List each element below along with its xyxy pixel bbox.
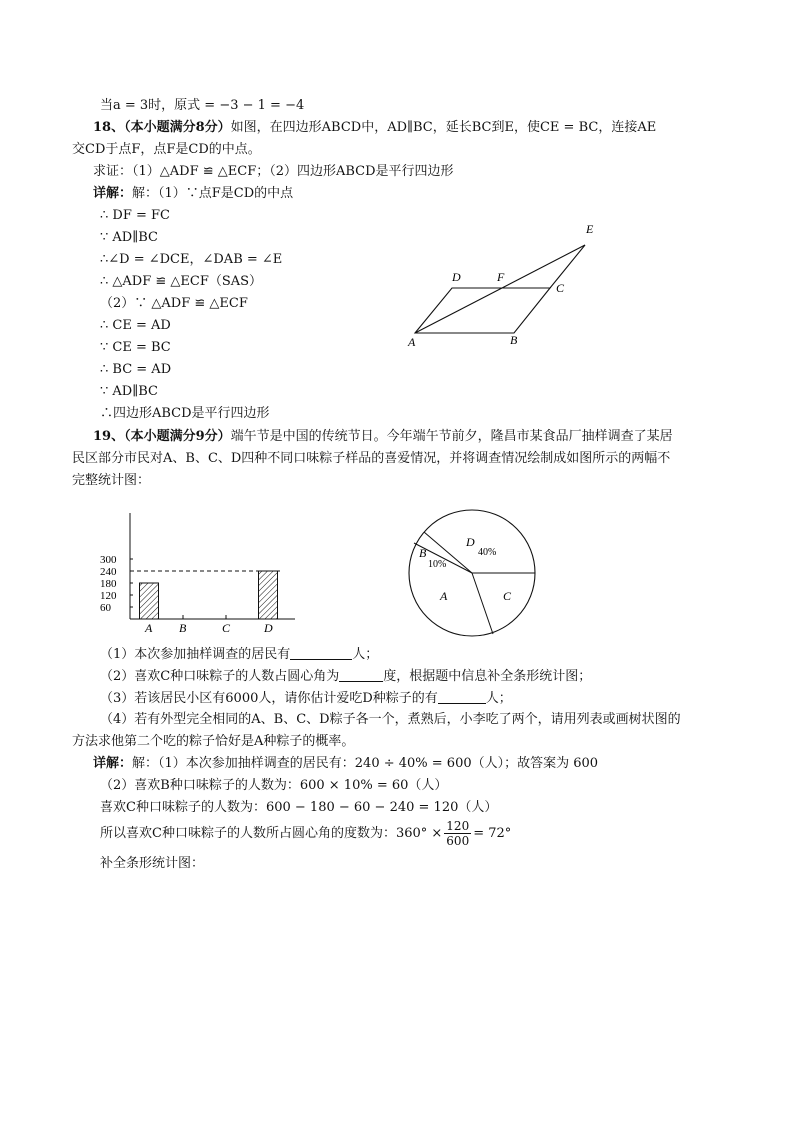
q18-solution-first [93, 185, 293, 203]
q19-part1-text: （1）本次参加抽样调查的居民有 [100, 647, 291, 662]
pie-label-a: A [440, 589, 448, 603]
q19-text: 端午节是中国的传统节日。今年端午节前夕，隆昌市某食品厂抽样调查了某居 [230, 429, 673, 444]
q18-solution-label: 详解： [93, 186, 133, 201]
pie-percent-b: 10% [428, 559, 447, 570]
q18-step-5: （2）∵ △ADF ≌ △ECF [100, 296, 248, 311]
q19-text3: 完整统计图： [72, 473, 151, 488]
bar-a [140, 583, 159, 619]
y-tick-label: 180 [100, 578, 117, 590]
pie-chart [400, 503, 545, 643]
q19-solution-5: 补全条形统计图： [100, 856, 205, 871]
q18-text: 如图，在四边形ABCD中，AD∥BC，延长BC到E，使CE = BC，连接AE [230, 120, 657, 135]
fraction-numerator: 120 [446, 819, 470, 833]
q18-step-3: ∴∠D = ∠DCE，∠DAB = ∠E [100, 252, 283, 267]
x-label-b: B [179, 621, 187, 635]
q19-part2-text: （2）喜欢C种口味粽子的人数占圆心角为 [100, 669, 340, 684]
q18-step-10: ∴四边形ABCD是平行四边形 [100, 406, 270, 421]
q19-heading: 19、（本小题满分9分） [93, 429, 231, 444]
answer-blank-2[interactable] [339, 667, 383, 682]
q18-step-4: ∴ △ADF ≌ △ECF（SAS） [100, 274, 263, 289]
q18-prove: 求证：（1）△ADF ≌ △ECF；（2）四边形ABCD是平行四边形 [93, 164, 454, 179]
x-label-d: D [264, 621, 273, 635]
x-label-a: A [145, 621, 153, 635]
q19-part2 [100, 667, 591, 686]
q19-part3-text: （3）若该居民小区有6000人，请你估计爱吃D种粽子的有 [100, 691, 438, 706]
q19-solution-text: 解：（1）本次参加抽样调查的居民有：240 ÷ 40% = 600（人）；故答案为 600 [132, 756, 599, 771]
point-label-c: C [556, 281, 565, 295]
q19-part4-cont: 方法求他第二个吃的粽子恰好是A种粽子的概率。 [72, 734, 355, 749]
q19-part3-unit: 人； [485, 691, 512, 706]
q18-statement [93, 119, 656, 137]
q18-step-6: ∴ CE = AD [100, 318, 171, 333]
q19-solution-first [93, 755, 598, 773]
q19-part3 [100, 689, 512, 708]
q19-part1-unit: 人； [352, 647, 379, 662]
pie-label-b: B [419, 546, 427, 560]
point-label-d: D [452, 270, 461, 284]
q18-step-1: ∴ DF = FC [100, 208, 170, 223]
fraction [444, 819, 471, 848]
bar-d [259, 571, 278, 619]
y-tick-label: 300 [100, 554, 117, 566]
fraction-denominator: 600 [446, 834, 470, 848]
result-line: 当a = 3时，原式 = −3 − 1 = −4 [100, 98, 305, 113]
pie-percent-d: 40% [478, 547, 497, 558]
y-tick-label: 240 [100, 566, 117, 578]
q19-statement [93, 428, 673, 446]
q18-step-7: ∵ CE = BC [100, 340, 171, 355]
q19-solution-4-text: 所以喜欢C种口味粽子的人数所占圆心角的度数为：360° × [100, 826, 443, 841]
point-label-e: E [586, 222, 594, 236]
q18-step-2: ∵ AD∥BC [100, 230, 158, 245]
answer-blank-1[interactable] [290, 645, 352, 660]
point-label-a: A [408, 335, 416, 349]
q19-solution-2: （2）喜欢B种口味粽子的人数为：600 × 10% = 60（人） [100, 778, 448, 793]
parallelogram-figure [400, 215, 610, 350]
x-label-c: C [222, 621, 231, 635]
y-tick-label: 120 [100, 590, 117, 602]
pie-label-d: D [466, 535, 475, 549]
y-tick-label: 60 [100, 602, 111, 614]
pie-label-c: C [503, 589, 512, 603]
q19-solution-4 [100, 818, 511, 850]
q19-solution-3: 喜欢C种口味粽子的人数为：600 − 180 − 60 − 240 = 120（人） [100, 800, 498, 815]
q19-solution-label: 详解： [93, 756, 133, 771]
point-label-f: F [497, 270, 505, 284]
q19-part1 [100, 645, 378, 664]
q18-heading: 18、（本小题满分8分） [93, 120, 231, 135]
q18-text2: 交CD于点F，点F是CD的中点。 [72, 142, 261, 157]
q18-solution-text: 解：（1）∵点F是CD的中点 [132, 186, 294, 201]
q19-text2: 民区部分市民对A、B、C、D四种不同口味粽子样品的喜爱情况，并将调查情况绘制成如图所示的两幅不 [72, 451, 671, 466]
point-label-b: B [510, 333, 518, 347]
q19-part4: （4）若有外型完全相同的A、B、C、D粽子各一个，煮熟后，小李吃了两个，请用列表或画树状图的 [100, 712, 681, 727]
q19-part2-text2: 度，根据题中信息补全条形统计图； [383, 669, 592, 684]
fraction-result: = 72° [473, 826, 512, 841]
q18-step-8: ∴ BC = AD [100, 362, 172, 377]
bar-chart [90, 505, 300, 635]
parallelogram-abcd [415, 288, 550, 333]
q18-step-9: ∵ AD∥BC [100, 384, 158, 399]
answer-blank-3[interactable] [438, 689, 486, 704]
pie-boundary-1 [472, 573, 493, 634]
